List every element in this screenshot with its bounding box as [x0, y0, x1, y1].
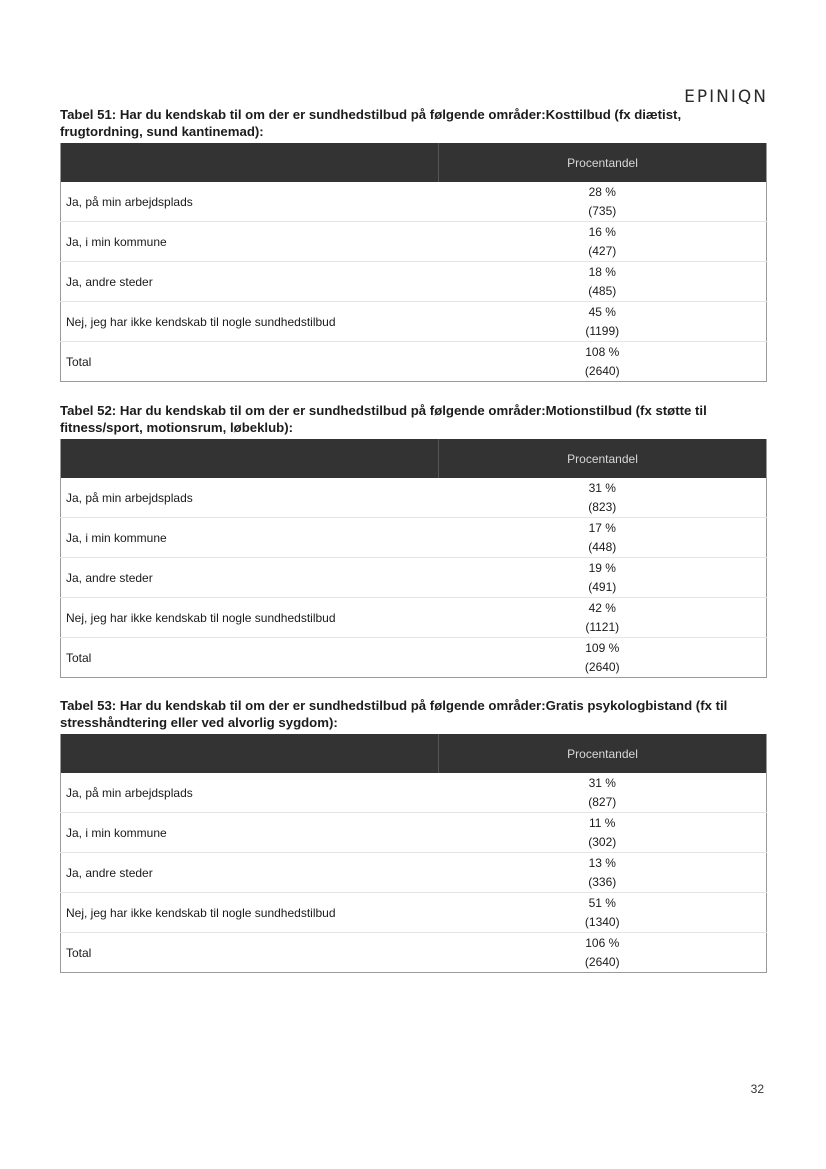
row-value: [439, 933, 767, 973]
row-count: (1340): [584, 914, 620, 929]
row-count: (823): [588, 499, 617, 514]
row-count: (491): [588, 579, 617, 594]
table-row-total: [61, 638, 767, 678]
row-label: Ja, andre steder: [61, 262, 439, 302]
table-section-53: [60, 697, 766, 973]
data-table: [60, 734, 767, 973]
row-label: Ja, i min kommune: [61, 222, 439, 262]
table-row: [61, 262, 767, 302]
table-section-51: [60, 106, 766, 382]
row-label: Nej, jeg har ikke kendskab til nogle sundhedstilbud: [61, 598, 439, 638]
row-percent: 42 %: [588, 600, 616, 615]
header-empty-cell: [61, 734, 439, 773]
table-row-total: [61, 933, 767, 973]
row-count: (735): [588, 203, 617, 218]
row-label: Ja, andre steder: [61, 558, 439, 598]
row-percent: 19 %: [588, 560, 616, 575]
row-label: Ja, på min arbejdsplads: [66, 490, 193, 505]
row-count: (1121): [585, 619, 620, 634]
row-percent: 106 %: [585, 935, 620, 950]
row-percent: 45 %: [588, 304, 616, 319]
row-count: (2640): [584, 659, 620, 674]
header-percent: Procentandel: [439, 439, 767, 478]
row-label: Total: [61, 342, 439, 382]
row-count: (302): [588, 834, 617, 849]
table-header-row: [61, 143, 767, 182]
header-percent: Procentandel: [439, 143, 767, 182]
header-empty-cell: [61, 143, 439, 182]
row-label: Nej, jeg har ikke kendskab til nogle sundhedstilbud: [61, 893, 439, 933]
table-title: Tabel 52: Har du kendskab til om der er sundhedstilbud på følgende områder:Motionstilbud (fx støtte til fitness/sport, motionsrum, løbeklub):: [60, 403, 707, 435]
row-label: Total: [61, 933, 439, 973]
table-row: [61, 598, 767, 638]
table-row: [61, 518, 767, 558]
row-label: Ja, i min kommune: [61, 518, 439, 558]
row-percent: 51 %: [588, 895, 616, 910]
table-title: Tabel 51: Har du kendskab til om der er sundhedstilbud på følgende områder:Kosttilbud (fx diætist, frugtordning, sund kantinemad):: [60, 107, 682, 139]
row-count: (336): [588, 874, 617, 889]
row-label: Total: [61, 638, 439, 678]
table-row: [61, 222, 767, 262]
table-row-total: [61, 342, 767, 382]
data-table: [60, 143, 767, 382]
row-percent: 31 %: [588, 480, 616, 495]
row-count: (427): [588, 243, 617, 258]
row-percent: 31 %: [588, 775, 616, 790]
row-value: [439, 182, 767, 222]
row-percent: 109 %: [585, 640, 620, 655]
row-value: [439, 262, 767, 302]
table-row: [61, 773, 767, 813]
row-value: [439, 518, 767, 558]
table-row: [61, 558, 767, 598]
table-row: [61, 478, 767, 518]
row-value: [439, 302, 767, 342]
row-percent: 16 %: [588, 224, 616, 239]
table-row: [61, 853, 767, 893]
row-value: [439, 478, 767, 518]
row-value: [439, 222, 767, 262]
row-value: [439, 773, 767, 813]
table-section-52: [60, 402, 766, 678]
row-value: [439, 813, 767, 853]
row-label: Nej, jeg har ikke kendskab til nogle sundhedstilbud: [61, 302, 439, 342]
brand-logo: EPINIQN: [684, 87, 768, 107]
row-percent: 108 %: [585, 344, 620, 359]
table-row: [61, 182, 767, 222]
table-header-row: [61, 734, 767, 773]
row-label: Ja, i min kommune: [61, 813, 439, 853]
table-row: [61, 813, 767, 853]
table-row: [61, 302, 767, 342]
row-count: (485): [588, 283, 617, 298]
row-label: Ja, på min arbejdsplads: [66, 194, 193, 209]
row-value: [439, 893, 767, 933]
row-value: [439, 638, 767, 678]
row-count: (2640): [584, 363, 620, 378]
row-value: [439, 853, 767, 893]
row-value: [439, 342, 767, 382]
row-percent: 17 %: [588, 520, 616, 535]
row-count: (448): [588, 539, 617, 554]
table-row: [61, 893, 767, 933]
row-count: (1199): [585, 323, 620, 338]
data-table: [60, 439, 767, 678]
row-label: Ja, på min arbejdsplads: [66, 785, 193, 800]
row-percent: 13 %: [588, 855, 616, 870]
row-value: [439, 598, 767, 638]
header-empty-cell: [61, 439, 439, 478]
row-count: (2640): [584, 954, 620, 969]
row-value: [439, 558, 767, 598]
table-title: Tabel 53: Har du kendskab til om der er sundhedstilbud på følgende områder:Gratis psykologbistand (fx til stresshåndtering eller ved alvorlig sygdom):: [60, 698, 728, 730]
row-count: (827): [588, 794, 617, 809]
row-label: Ja, andre steder: [61, 853, 439, 893]
row-percent: 28 %: [588, 184, 616, 199]
row-percent: 18 %: [588, 264, 616, 279]
row-percent: 11 %: [589, 815, 616, 830]
header-percent: Procentandel: [439, 734, 767, 773]
page-number: 32: [750, 1082, 764, 1096]
table-header-row: [61, 439, 767, 478]
